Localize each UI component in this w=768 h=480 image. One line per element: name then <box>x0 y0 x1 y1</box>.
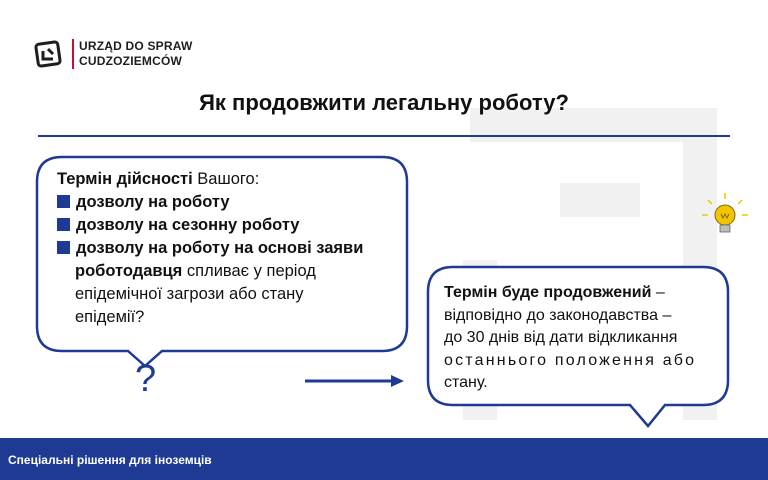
text-line: стану. <box>444 374 488 391</box>
footer-text: Спеціальні рішення для іноземців <box>8 453 212 467</box>
left-bubble-text <box>57 168 402 329</box>
list-item-label: дозволу на сезонну роботу <box>76 216 300 234</box>
list-item <box>57 237 402 260</box>
logo-line-2: CUDZOZIEMCÓW <box>79 54 183 68</box>
bullet-square-icon <box>57 195 70 208</box>
text-line: епідемічної загрози або стану <box>75 285 304 303</box>
text-line: відповідно до законодавства – <box>444 306 672 324</box>
continuation-rest: спливає у період <box>182 262 316 280</box>
page-title: Як продовжити легальну роботу? <box>199 90 569 115</box>
bullet-square-icon <box>57 241 70 254</box>
lightbulb-icon <box>702 193 748 232</box>
list-item-label: дозволу на роботу на основі заяви <box>76 239 364 257</box>
bullet-square-icon <box>57 218 70 231</box>
text-line: епідемії? <box>75 308 145 326</box>
list-item <box>57 191 402 214</box>
arrow-right-icon <box>305 375 404 387</box>
answer-line <box>444 282 719 305</box>
right-bubble-text <box>444 282 719 395</box>
continuation-bold: роботодавця <box>75 262 183 280</box>
question-mark: ? <box>135 358 157 400</box>
intro-line <box>57 168 402 191</box>
answer-bold: Термін буде продовжений <box>444 284 652 301</box>
intro-rest: Вашого: <box>192 170 260 188</box>
intro-bold: Термін дійсності <box>57 170 193 188</box>
answer-dash: – <box>651 284 665 301</box>
footer-bar <box>0 438 768 480</box>
list-item <box>57 214 402 237</box>
logo-line-1: URZĄD DO SPRAW <box>79 39 193 53</box>
continuation-line <box>57 260 402 283</box>
text-line: останнього положення або <box>444 351 697 369</box>
text-line: до 30 днів від дати відкликання <box>444 329 678 346</box>
list-item-label: дозволу на роботу <box>76 193 230 211</box>
